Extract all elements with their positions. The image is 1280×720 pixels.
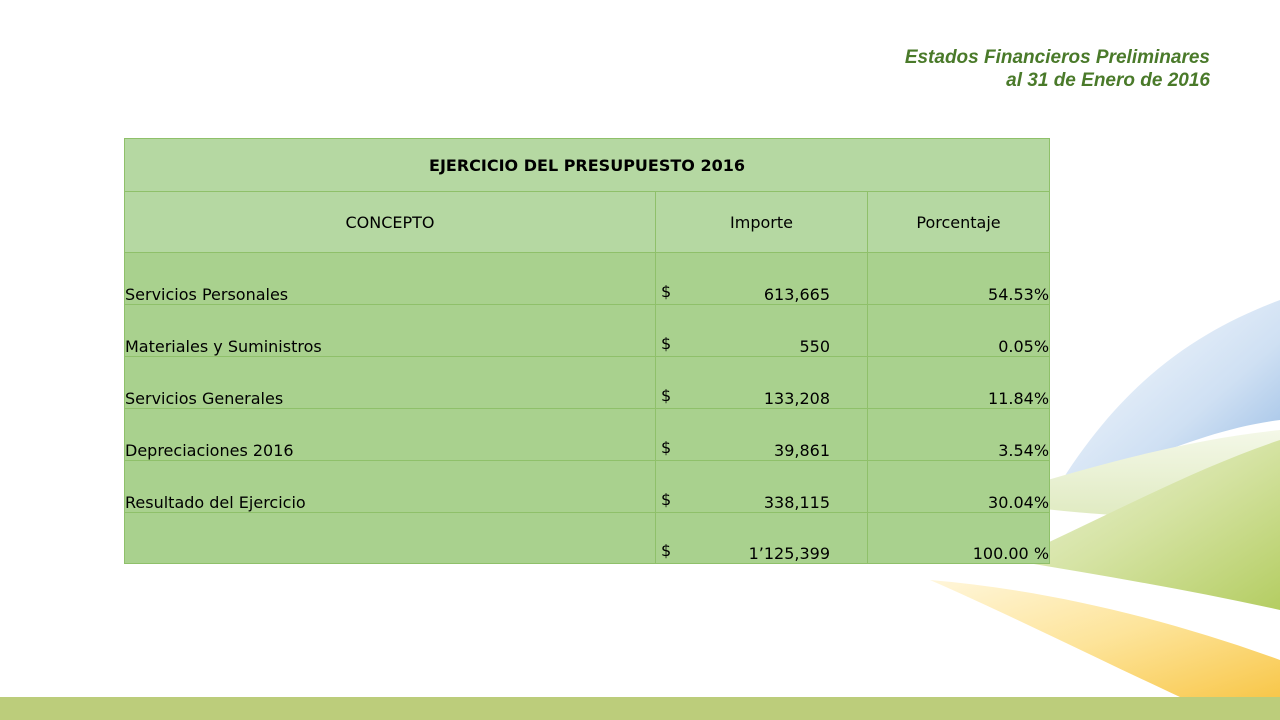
total-importe-value: 1’125,399 bbox=[748, 544, 830, 563]
table-title: EJERCICIO DEL PRESUPUESTO 2016 bbox=[125, 139, 1050, 192]
currency-symbol: $ bbox=[661, 438, 672, 457]
row-concepto: Resultado del Ejercicio bbox=[125, 461, 656, 513]
header-title: Estados Financieros Preliminares bbox=[904, 47, 1210, 68]
row-concepto: Materiales y Suministros bbox=[125, 305, 656, 357]
row-porcentaje: 11.84% bbox=[868, 357, 1050, 409]
budget-table bbox=[124, 138, 1050, 564]
table-total-row bbox=[125, 513, 1050, 564]
row-importe bbox=[656, 253, 868, 305]
table-header-row bbox=[125, 192, 1050, 253]
currency-symbol: $ bbox=[661, 386, 672, 405]
importe-value: 338,115 bbox=[763, 493, 830, 512]
column-header-porcentaje: Porcentaje bbox=[868, 192, 1050, 253]
row-importe bbox=[656, 305, 868, 357]
bottom-bar bbox=[0, 697, 1280, 720]
row-importe bbox=[656, 409, 868, 461]
total-porcentaje: 100.00 % bbox=[868, 513, 1050, 564]
importe-value: 550 bbox=[799, 337, 830, 356]
row-porcentaje: 30.04% bbox=[868, 461, 1050, 513]
table-row bbox=[125, 305, 1050, 357]
row-concepto: Servicios Personales bbox=[125, 253, 656, 305]
currency-symbol: $ bbox=[661, 282, 672, 301]
row-importe bbox=[656, 357, 868, 409]
total-importe bbox=[656, 513, 868, 564]
row-porcentaje: 3.54% bbox=[868, 409, 1050, 461]
row-porcentaje: 0.05% bbox=[868, 305, 1050, 357]
column-header-concepto: CONCEPTO bbox=[125, 192, 656, 253]
importe-value: 39,861 bbox=[774, 441, 830, 460]
report-header bbox=[905, 46, 1210, 92]
table-title-row bbox=[125, 139, 1050, 192]
row-porcentaje: 54.53% bbox=[868, 253, 1050, 305]
table-row bbox=[125, 409, 1050, 461]
currency-symbol: $ bbox=[661, 334, 672, 353]
row-concepto: Depreciaciones 2016 bbox=[125, 409, 656, 461]
currency-symbol: $ bbox=[661, 541, 672, 560]
total-concepto bbox=[125, 513, 656, 564]
importe-value: 613,665 bbox=[763, 285, 830, 304]
row-concepto: Servicios Generales bbox=[125, 357, 656, 409]
table-row bbox=[125, 461, 1050, 513]
importe-value: 133,208 bbox=[763, 389, 830, 408]
header-date: al 31 de Enero de 2016 bbox=[1006, 70, 1210, 91]
table-row bbox=[125, 357, 1050, 409]
column-header-importe: Importe bbox=[656, 192, 868, 253]
currency-symbol: $ bbox=[661, 490, 672, 509]
row-importe bbox=[656, 461, 868, 513]
table-row bbox=[125, 253, 1050, 305]
